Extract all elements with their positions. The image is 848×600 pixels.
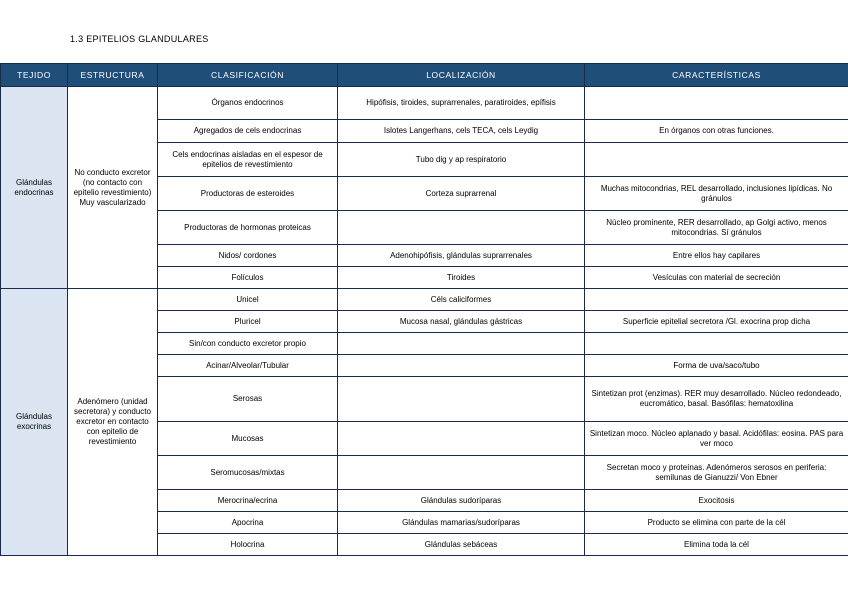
localizacion-cell: Mucosa nasal, glándulas gástricas <box>338 311 585 333</box>
localizacion-cell: Céls caliciformes <box>338 289 585 311</box>
localizacion-cell <box>338 333 585 355</box>
estructura-cell: No conducto excretor (no contacto con epitelio revestimiento) Muy vascularizado <box>68 87 158 289</box>
clasificacion-cell: Nidos/ cordones <box>158 245 338 267</box>
localizacion-cell <box>338 355 585 377</box>
caracteristicas-cell: Secretan moco y proteínas. Adenómeros serosos en periferia: semilunas de Gianuzzi/ Von Ebner <box>585 456 848 490</box>
clasificacion-cell: Cels endocrinas aisladas en el espesor de epitelios de revestimiento <box>158 143 338 177</box>
caracteristicas-cell: En órganos con otras funciones. <box>585 120 848 143</box>
localizacion-cell: Glándulas sebáceas <box>338 534 585 556</box>
table-row <box>1 87 848 120</box>
caracteristicas-cell: Vesículas con material de secreción <box>585 267 848 289</box>
glandular-epithelia-table <box>0 63 848 556</box>
header-tejido: TEJIDO <box>1 64 68 87</box>
clasificacion-cell: Pluricel <box>158 311 338 333</box>
clasificacion-cell: Seromucosas/mixtas <box>158 456 338 490</box>
clasificacion-cell: Agregados de cels endocrinas <box>158 120 338 143</box>
clasificacion-cell: Serosas <box>158 377 338 422</box>
caracteristicas-cell: Núcleo prominente, RER desarrollado, ap Golgi activo, menos mitocondrias. Sí gránulos <box>585 211 848 245</box>
tejido-cell: Glándulas exocrinas <box>1 289 68 556</box>
clasificacion-cell: Holocrina <box>158 534 338 556</box>
localizacion-cell: Adenohipófisis, glándulas suprarrenales <box>338 245 585 267</box>
header-localizacion: LOCALIZACIÓN <box>338 64 585 87</box>
clasificacion-cell: Acinar/Alveolar/Tubular <box>158 355 338 377</box>
localizacion-cell: Glándulas mamarias/sudoríparas <box>338 512 585 534</box>
localizacion-cell <box>338 211 585 245</box>
localizacion-cell: Tubo dig y ap respiratorio <box>338 143 585 177</box>
localizacion-cell <box>338 456 585 490</box>
header-estructura: ESTRUCTURA <box>68 64 158 87</box>
table-row <box>1 289 848 311</box>
caracteristicas-cell: Superficie epitelial secretora /Gl. exocrina prop dicha <box>585 311 848 333</box>
clasificacion-cell: Productoras de hormonas proteicas <box>158 211 338 245</box>
localizacion-cell <box>338 377 585 422</box>
estructura-cell: Adenómero (unidad secretora) y conducto excretor en contacto con epitelio de revestimiento <box>68 289 158 556</box>
caracteristicas-cell: Forma de uva/saco/tubo <box>585 355 848 377</box>
caracteristicas-cell: Elimina toda la cél <box>585 534 848 556</box>
caracteristicas-cell: Exocitosis <box>585 490 848 512</box>
caracteristicas-cell: Muchas mitocondrias, REL desarrollado, inclusiones lipídicas. No gránulos <box>585 177 848 211</box>
caracteristicas-cell: Sintetizan prot (enzimas). RER muy desarrollado. Núcleo redondeado, eucromático, basal. Basófilas: hematoxilina <box>585 377 848 422</box>
localizacion-cell <box>338 422 585 456</box>
caracteristicas-cell <box>585 87 848 120</box>
caracteristicas-cell: Producto se elimina con parte de la cél <box>585 512 848 534</box>
localizacion-cell: Islotes Langerhans, cels TECA, cels Leydig <box>338 120 585 143</box>
caracteristicas-cell: Sintetizan moco. Núcleo aplanado y basal. Acidófilas: eosina. PAS para ver moco <box>585 422 848 456</box>
caracteristicas-cell <box>585 289 848 311</box>
clasificacion-cell: Órganos endocrinos <box>158 87 338 120</box>
clasificacion-cell: Unicel <box>158 289 338 311</box>
clasificacion-cell: Sin/con conducto excretor propio <box>158 333 338 355</box>
clasificacion-cell: Apocrina <box>158 512 338 534</box>
tejido-cell: Glándulas endocrinas <box>1 87 68 289</box>
localizacion-cell: Tiroides <box>338 267 585 289</box>
caracteristicas-cell <box>585 143 848 177</box>
caracteristicas-cell <box>585 333 848 355</box>
localizacion-cell: Corteza suprarrenal <box>338 177 585 211</box>
clasificacion-cell: Mucosas <box>158 422 338 456</box>
header-row <box>1 64 848 87</box>
localizacion-cell: Hipófisis, tiroides, suprarrenales, paratiroides, epífisis <box>338 87 585 120</box>
header-clasificacion: CLASIFICACIÓN <box>158 64 338 87</box>
page-title: 1.3 EPITELIOS GLANDULARES <box>70 34 209 44</box>
localizacion-cell: Glándulas sudoríparas <box>338 490 585 512</box>
caracteristicas-cell: Entre ellos hay capilares <box>585 245 848 267</box>
clasificacion-cell: Merocrina/ecrina <box>158 490 338 512</box>
clasificacion-cell: Productoras de esteroides <box>158 177 338 211</box>
header-caracteristicas: CARACTERÍSTICAS <box>585 64 848 87</box>
clasificacion-cell: Folículos <box>158 267 338 289</box>
